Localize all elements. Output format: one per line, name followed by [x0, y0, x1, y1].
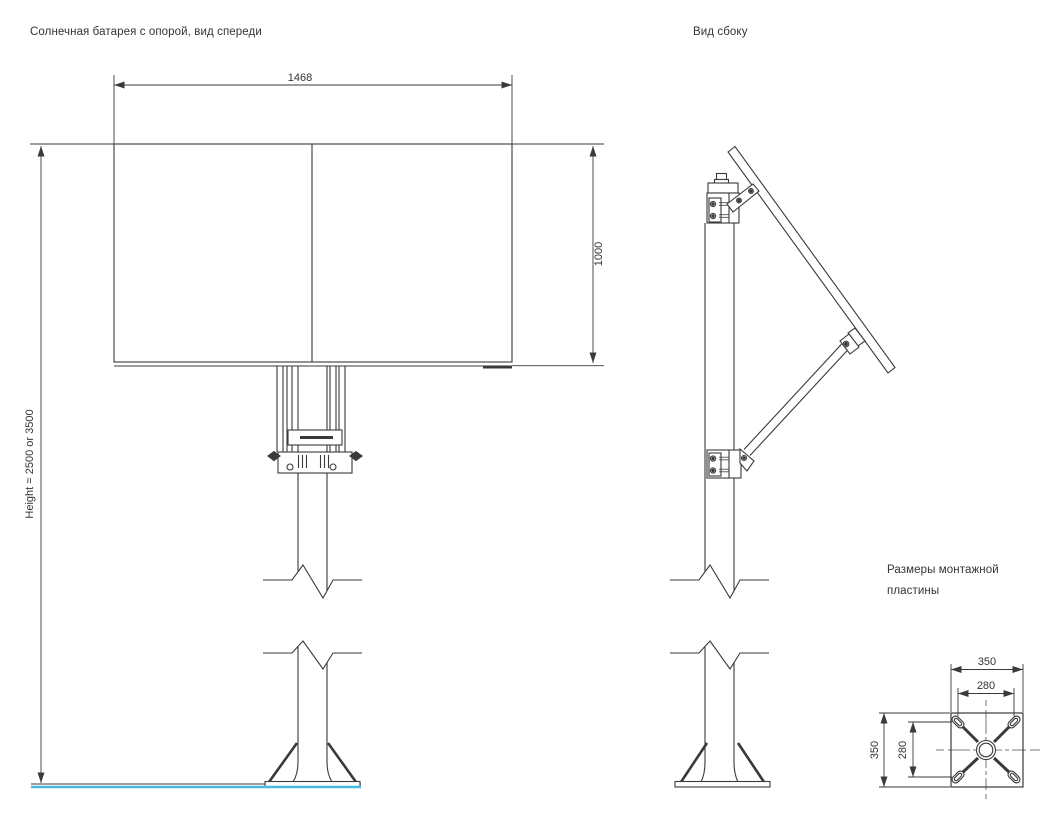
pole-front-break-lower — [263, 641, 362, 669]
dim-support-height-label: Height = 2500 or 3500 — [24, 409, 36, 519]
dim-panel-height-label: 1000 — [593, 241, 605, 267]
dim-support-height — [24, 146, 41, 783]
pole-top-cap — [708, 174, 738, 194]
base-front — [31, 743, 361, 787]
front-view — [24, 72, 605, 787]
pole-front-lower — [293, 646, 332, 782]
mount-cross-bar — [288, 430, 342, 445]
solar-panel-side — [728, 147, 895, 374]
dim-panel-width-label: 1468 — [287, 72, 313, 84]
diagonal-brace — [744, 342, 850, 456]
pole-side-lower — [701, 646, 738, 782]
dim-plate-outer-left-label: 350 — [869, 740, 881, 760]
pole-front-break-upper — [263, 565, 362, 598]
pole-side-break-upper — [670, 565, 769, 598]
dim-plate-holes-top-label: 280 — [976, 680, 996, 692]
plate-view-title: Размеры монтажной пластины — [887, 564, 999, 597]
dim-plate-outer-top-label: 350 — [977, 656, 997, 668]
dim-plate-holes-left — [897, 722, 952, 777]
side-view — [670, 147, 895, 788]
solar-panel-front — [114, 144, 512, 367]
pole-clamp-box — [268, 452, 362, 474]
front-view-title: Солнечная батарея с опорой, вид спереди — [30, 26, 262, 38]
dim-panel-width — [114, 72, 512, 144]
plate-view — [869, 656, 1040, 799]
side-view-title: Вид сбоку — [693, 26, 748, 38]
plate-center-pipe — [977, 741, 996, 760]
pole-side-upper — [705, 223, 734, 591]
pole-side-break-lower — [670, 641, 769, 669]
base-side — [675, 743, 770, 787]
dim-plate-holes-left-label: 280 — [897, 740, 909, 760]
base-plate-side — [675, 782, 770, 788]
dim-panel-height — [512, 146, 605, 366]
brace-pole-bracket — [707, 449, 754, 478]
pole-front-upper — [298, 366, 327, 591]
